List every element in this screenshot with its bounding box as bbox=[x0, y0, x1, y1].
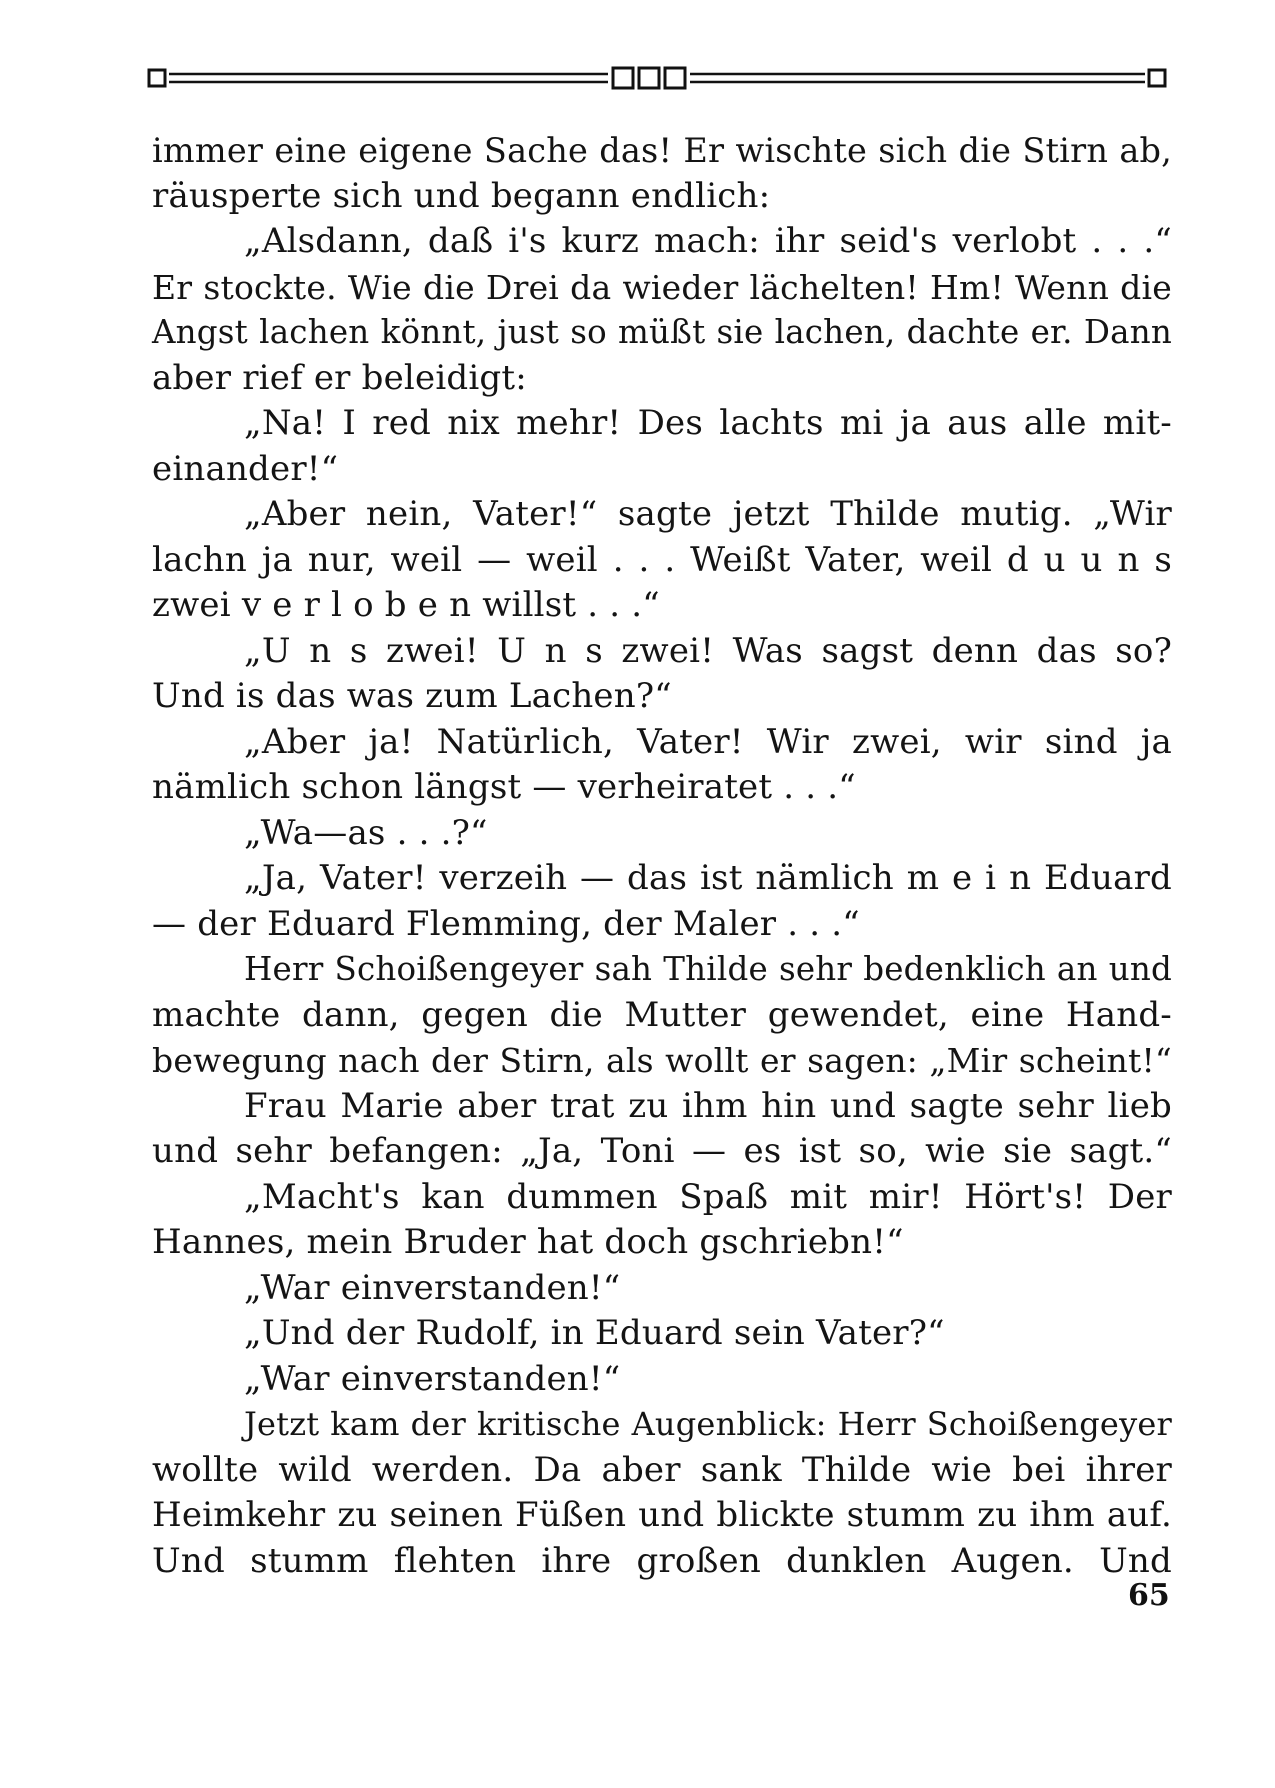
text-line: nämlich schon längst — verheiratet . . .“ bbox=[152, 767, 856, 807]
text-line: zwei v e r l o b e n willst . . .“ bbox=[152, 585, 660, 625]
text-line: — der Eduard Flemming, der Maler . . .“ bbox=[152, 903, 860, 944]
text-line: „U n s zwei! U n s zwei! Was sagst denn das so? bbox=[244, 630, 1172, 671]
text-line: Jetzt kam der kritische Augenblick: Herr Schoißengeyer bbox=[244, 1405, 1172, 1443]
text-line: Er stockte. Wie die Drei da wieder lächelten! Hm! Wenn die bbox=[152, 267, 1172, 307]
ornament-rule-icon bbox=[145, 60, 1175, 96]
text-line: Heimkehr zu seinen Füßen und blickte stumm zu ihm auf. bbox=[152, 1495, 1172, 1535]
text-line: „Na! I red nix mehr! Des lachts mi ja aus alle mit- bbox=[244, 403, 1172, 443]
text-line: Hannes, mein Bruder hat doch gschriebn!“ bbox=[152, 1222, 904, 1262]
text-line: lachn ja nur, weil — weil . . . Weißt Vater, weil d u u n s bbox=[152, 539, 1172, 580]
text-line: Herr Schoißengeyer sah Thilde sehr bedenklich an und bbox=[244, 950, 1172, 988]
text-line: machte dann, gegen die Mutter gewendet, eine Hand- bbox=[152, 994, 1172, 1035]
text-line: Angst lachen könnt, just so müßt sie lachen, dachte er. Dann bbox=[152, 313, 1172, 351]
text-line: „War einverstanden!“ bbox=[244, 1358, 621, 1399]
text-line: und sehr befangen: „Ja, Toni — es ist so, wie sie sagt.“ bbox=[152, 1131, 1172, 1171]
text-line: räusperte sich und begann endlich: bbox=[152, 175, 771, 216]
text-line: einander!“ bbox=[152, 448, 339, 489]
page-number: 65 bbox=[1128, 1578, 1170, 1613]
text-line: aber rief er beleidigt: bbox=[152, 357, 527, 398]
text-line: „Wa—as . . .?“ bbox=[244, 812, 488, 853]
text-line: „Aber nein, Vater!“ sagte jetzt Thilde mutig. „Wir bbox=[244, 494, 1172, 534]
text-line: „War einverstanden!“ bbox=[244, 1267, 621, 1308]
text-line: wollte wild werden. Da aber sank Thilde wie bei ihrer bbox=[152, 1449, 1172, 1490]
text-line: bewegung nach der Stirn, als wollt er sagen: „Mir scheint!“ bbox=[152, 1041, 1172, 1080]
text-line: „Aber ja! Natürlich, Vater! Wir zwei, wir sind ja bbox=[244, 721, 1172, 762]
text-line: „Alsdann, daß i's kurz mach: ihr seid's verlobt . . .“ bbox=[244, 221, 1172, 261]
text-line: Und stumm flehten ihre großen dunklen Augen. Und bbox=[152, 1540, 1172, 1581]
text-line: Und is das was zum Lachen?“ bbox=[152, 676, 672, 716]
text-line: immer eine eigene Sache das! Er wischte sich die Stirn ab, bbox=[152, 131, 1172, 170]
text-line: „Ja, Vater! verzeih — das ist nämlich m e i n Eduard bbox=[244, 858, 1172, 898]
text-line: Frau Marie aber trat zu ihm hin und sagte sehr lieb bbox=[244, 1085, 1172, 1126]
text-line: „Und der Rudolf, in Eduard sein Vater?“ bbox=[244, 1313, 945, 1353]
text-line: „Macht's kan dummen Spaß mit mir! Hört's! Der bbox=[244, 1176, 1172, 1217]
body-text bbox=[152, 128, 1172, 1584]
header-ornament bbox=[145, 60, 1175, 96]
